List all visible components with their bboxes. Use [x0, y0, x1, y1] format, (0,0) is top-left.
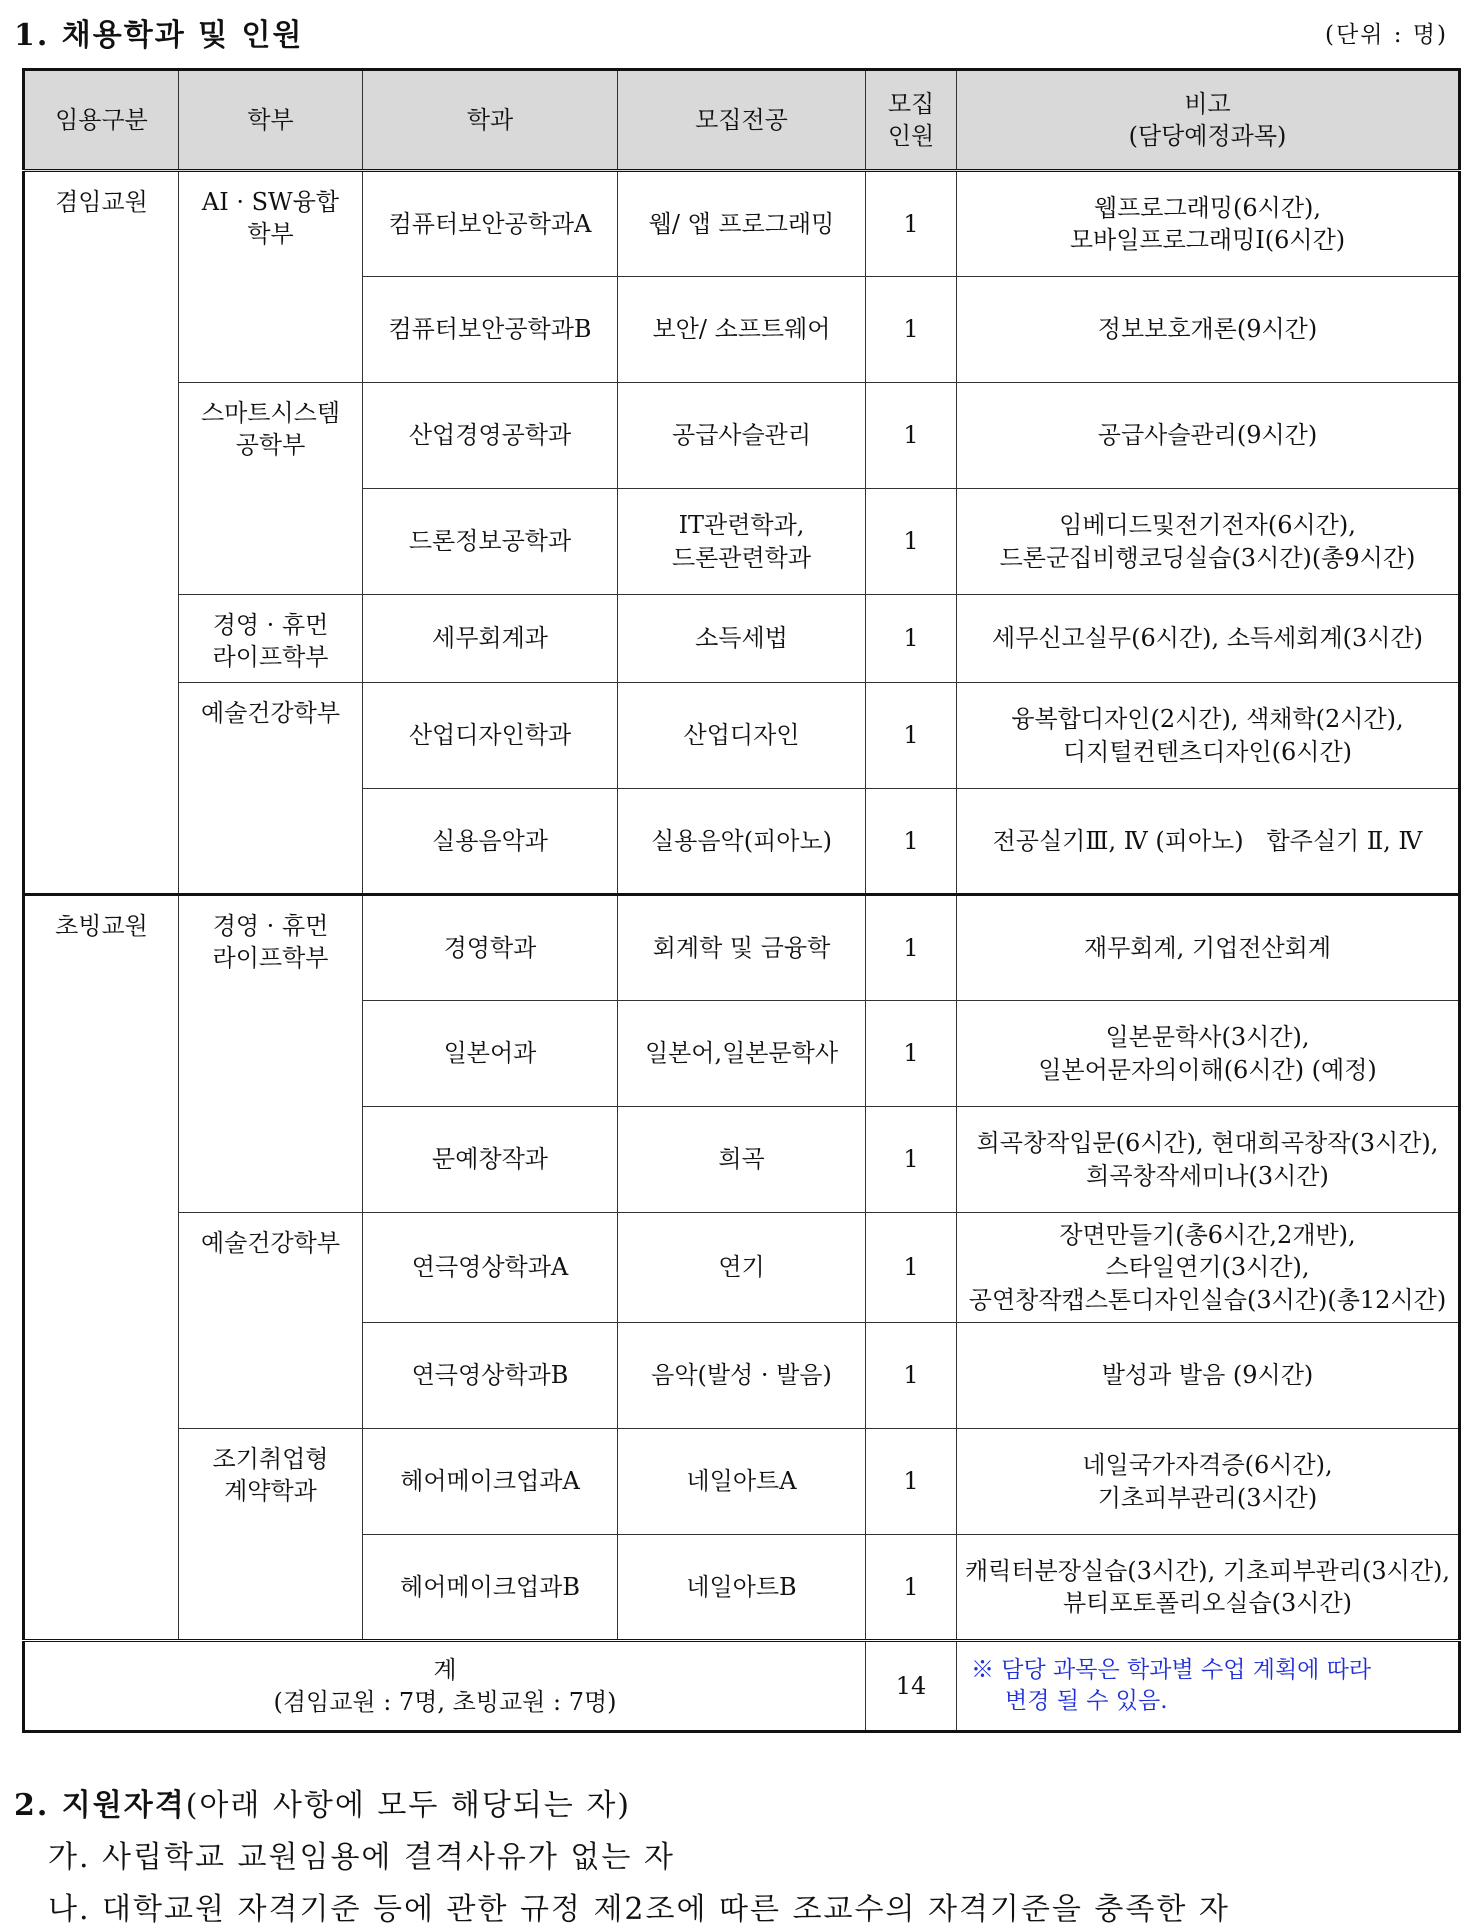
remarks-line: 세무신고실무(6시간), 소득세회계(3시간)	[991, 624, 1423, 653]
remarks-cell	[957, 789, 1460, 895]
department-cell: 연극영상학과B	[363, 1323, 618, 1429]
major-line: IT관련학과,	[678, 511, 805, 540]
remarks-cell	[957, 683, 1460, 789]
remarks-cell	[957, 1535, 1460, 1641]
major-cell	[618, 171, 866, 277]
count-cell: 1	[866, 595, 957, 683]
category-cell: 겸임교원	[24, 171, 179, 895]
table-row	[24, 383, 1460, 489]
remarks-cell	[957, 383, 1460, 489]
header-category: 임용구분	[24, 70, 179, 171]
remarks-line: 드론군집비행코딩실습(3시간)(총9시간)	[999, 543, 1416, 572]
remarks-line: 융복합디자인(2시간), 색채학(2시간),	[1011, 705, 1404, 734]
major-line: 드론관련학과	[671, 543, 812, 572]
department-cell: 드론정보공학과	[363, 489, 618, 595]
remarks-cell	[957, 1213, 1460, 1323]
major-cell	[618, 1429, 866, 1535]
department-cell: 산업경영공학과	[363, 383, 618, 489]
remarks-line: 정보보호개론(9시간)	[1097, 315, 1318, 344]
header-count	[866, 70, 957, 171]
remarks-cell	[957, 1107, 1460, 1213]
remarks-cell	[957, 1429, 1460, 1535]
remarks-line: 웹프로그래밍(6시간),	[1093, 193, 1322, 222]
section-2-title	[14, 1780, 631, 1824]
faculty-name-line: 라이프학부	[212, 944, 329, 973]
major-cell	[618, 1107, 866, 1213]
header-remarks	[957, 70, 1460, 171]
remarks-cell	[957, 489, 1460, 595]
header-count-line2: 인원	[887, 122, 935, 150]
count-cell: 1	[866, 171, 957, 277]
faculty-cell	[179, 895, 363, 1213]
major-cell	[618, 895, 866, 1001]
major-cell	[618, 1323, 866, 1429]
table-row	[24, 1213, 1460, 1323]
count-cell: 1	[866, 489, 957, 595]
faculty-name-line: AI · SW융합	[201, 188, 340, 216]
department-cell: 일본어과	[363, 1001, 618, 1107]
count-cell: 1	[866, 1213, 957, 1323]
major-cell	[618, 277, 866, 383]
remarks-line: 네일국가자격증(6시간),	[1082, 1451, 1333, 1480]
remarks-line: 공급사슬관리(9시간)	[1097, 421, 1318, 450]
table-header-row	[24, 70, 1460, 171]
major-line: 음악(발성 · 발음)	[651, 1361, 832, 1390]
remarks-cell	[957, 1001, 1460, 1107]
major-cell	[618, 1535, 866, 1641]
faculty-name-line: 경영 · 휴먼	[212, 912, 329, 940]
remarks-cell	[957, 895, 1460, 1001]
faculty-cell	[179, 1429, 363, 1641]
department-cell: 실용음악과	[363, 789, 618, 895]
major-cell	[618, 595, 866, 683]
major-line: 웹/ 앱 프로그래밍	[648, 209, 835, 238]
remarks-line: 캐릭터분장실습(3시간), 기초피부관리(3시간),	[964, 1556, 1450, 1585]
major-cell	[618, 1213, 866, 1323]
remarks-cell	[957, 595, 1460, 683]
faculty-name-line: 학부	[247, 220, 294, 249]
qualification-item: 가. 사립학교 교원임용에 결격사유가 없는 자	[48, 1840, 675, 1875]
faculty-cell	[179, 171, 363, 383]
count-cell: 1	[866, 789, 957, 895]
faculty-name-line: 경영 · 휴먼	[212, 611, 329, 639]
remarks-line: 희곡창작세미나(3시간)	[1086, 1161, 1329, 1190]
table-body	[24, 171, 1460, 1641]
remarks-line: 발성과 발음 (9시간)	[1101, 1361, 1314, 1390]
remarks-line: 디지털컨텐츠디자인(6시간)	[1062, 737, 1353, 766]
faculty-cell	[179, 683, 363, 895]
section-1-title: 1. 채용학과 및 인원	[14, 18, 304, 53]
major-line: 연기	[718, 1253, 765, 1282]
total-breakdown: (겸임교원 : 7명, 초빙교원 : 7명)	[273, 1688, 617, 1716]
header-remarks-line2: (담당예정과목)	[1128, 122, 1287, 150]
header-remarks-line1: 비고	[1184, 89, 1231, 118]
remarks-line: 희곡창작입문(6시간), 현대희곡창작(3시간),	[976, 1129, 1439, 1158]
remarks-line: 스타일연기(3시간),	[1105, 1253, 1310, 1282]
total-count: 14	[866, 1641, 957, 1732]
faculty-name-line: 조기취업형	[212, 1445, 329, 1473]
faculty-name-line: 계약학과	[224, 1477, 317, 1506]
major-line: 네일아트A	[686, 1467, 797, 1496]
total-label-cell	[24, 1641, 866, 1732]
faculty-name-line: 라이프학부	[212, 643, 329, 672]
faculty-name-line: 공학부	[235, 431, 306, 460]
header-count-line1: 모집	[887, 89, 935, 118]
count-cell: 1	[866, 1535, 957, 1641]
major-cell	[618, 1001, 866, 1107]
remarks-line: 장면만들기(총6시간,2개반),	[1059, 1220, 1356, 1249]
faculty-cell	[179, 595, 363, 683]
department-cell: 산업디자인학과	[363, 683, 618, 789]
major-cell	[618, 683, 866, 789]
count-cell: 1	[866, 683, 957, 789]
remarks-line: 뷰티포토폴리오실습(3시간)	[1062, 1589, 1353, 1617]
major-line: 네일아트B	[686, 1572, 797, 1601]
remarks-cell	[957, 171, 1460, 277]
major-cell	[618, 789, 866, 895]
remarks-line: 일본문학사(3시간),	[1105, 1023, 1310, 1052]
recruitment-table	[22, 68, 1461, 1733]
faculty-name-line: 예술건강학부	[200, 699, 341, 727]
major-line: 실용음악(피아노)	[650, 826, 832, 855]
department-cell: 헤어메이크업과A	[363, 1429, 618, 1535]
faculty-cell	[179, 383, 363, 595]
major-line: 공급사슬관리	[671, 421, 812, 450]
faculty-name-line: 예술건강학부	[200, 1229, 341, 1257]
department-cell: 컴퓨터보안공학과A	[363, 171, 618, 277]
table-row	[24, 171, 1460, 277]
total-row	[24, 1641, 1460, 1732]
remarks-line: 전공실기Ⅲ, Ⅳ (피아노) 합주실기 Ⅱ, Ⅳ	[992, 826, 1423, 855]
department-cell: 헤어메이크업과B	[363, 1535, 618, 1641]
remarks-line: 공연창작캡스톤디자인실습(3시간)(총12시간)	[968, 1285, 1447, 1314]
note-line2: 변경 될 수 있음.	[1005, 1688, 1168, 1714]
qualification-item: 나. 대학교원 자격기준 등에 관한 규정 제2조에 따른 조교수의 자격기준을 충족한 자	[48, 1892, 1230, 1927]
header-major: 모집전공	[618, 70, 866, 171]
count-cell: 1	[866, 1107, 957, 1213]
department-cell: 세무회계과	[363, 595, 618, 683]
note-line1: ※ 담당 과목은 학과별 수업 계획에 따라	[971, 1656, 1372, 1683]
major-line: 회계학 및 금융학	[652, 933, 831, 962]
count-cell: 1	[866, 1001, 957, 1107]
total-label: 계	[433, 1655, 457, 1684]
major-line: 일본어,일본문학사	[644, 1039, 839, 1068]
header-faculty: 학부	[179, 70, 363, 171]
major-line: 산업디자인	[683, 721, 800, 750]
count-cell: 1	[866, 1323, 957, 1429]
table-row	[24, 683, 1460, 789]
major-line: 보안/ 소프트웨어	[652, 315, 831, 344]
department-cell: 문예창작과	[363, 1107, 618, 1213]
unit-label: (단위 : 명)	[1325, 22, 1448, 48]
count-cell: 1	[866, 895, 957, 1001]
count-cell: 1	[866, 1429, 957, 1535]
department-cell: 경영학과	[363, 895, 618, 1001]
department-cell: 연극영상학과A	[363, 1213, 618, 1323]
count-cell: 1	[866, 383, 957, 489]
faculty-cell	[179, 1213, 363, 1429]
remarks-line: 모바일프로그래밍I(6시간)	[1069, 226, 1346, 254]
remarks-line: 임베디드및전기전자(6시간),	[1059, 511, 1356, 540]
total-note	[957, 1641, 1460, 1732]
major-line: 희곡	[718, 1145, 765, 1174]
section-2-title-bold: 2. 지원자격	[14, 1788, 186, 1823]
remarks-line: 재무회계, 기업전산회계	[1083, 933, 1332, 962]
table-row	[24, 895, 1460, 1001]
table-row	[24, 1429, 1460, 1535]
major-cell	[618, 489, 866, 595]
category-cell: 초빙교원	[24, 895, 179, 1641]
remarks-cell	[957, 277, 1460, 383]
remarks-cell	[957, 1323, 1460, 1429]
table-row	[24, 595, 1460, 683]
major-cell	[618, 383, 866, 489]
section-2-title-rest: (아래 사항에 모두 해당되는 자)	[185, 1788, 631, 1823]
major-line: 소득세법	[695, 624, 788, 653]
header-department: 학과	[363, 70, 618, 171]
remarks-line: 일본어문자의이해(6시간) (예정)	[1038, 1055, 1377, 1084]
remarks-line: 기초피부관리(3시간)	[1097, 1483, 1318, 1512]
faculty-name-line: 스마트시스템	[200, 399, 341, 427]
count-cell: 1	[866, 277, 957, 383]
department-cell: 컴퓨터보안공학과B	[363, 277, 618, 383]
